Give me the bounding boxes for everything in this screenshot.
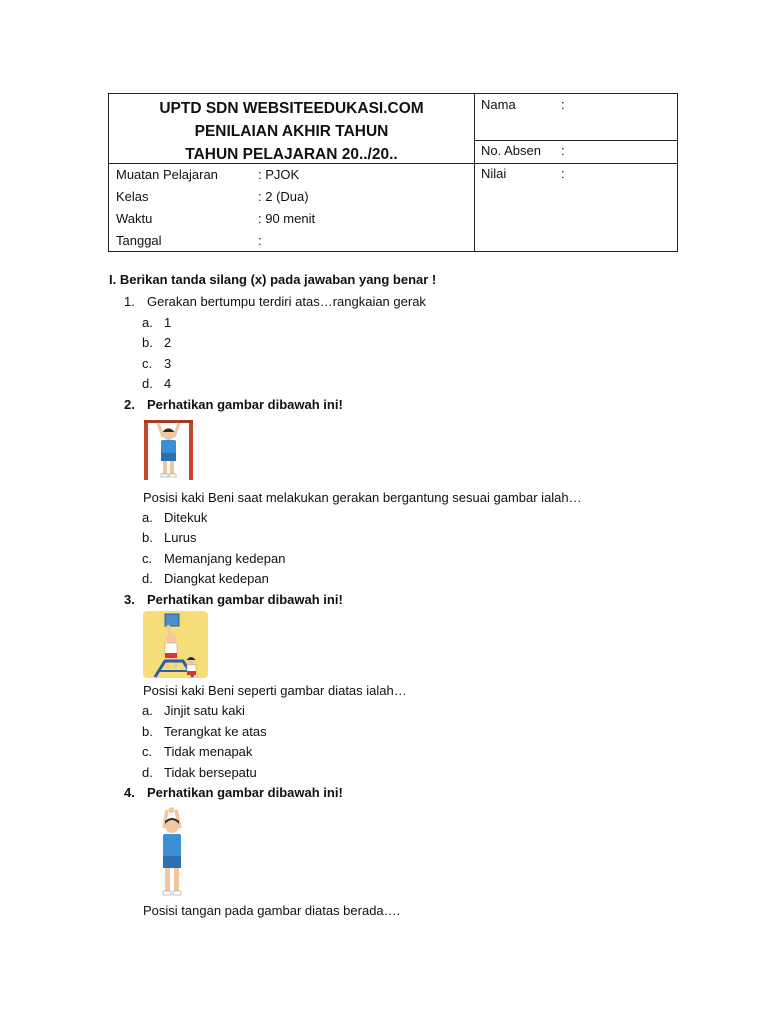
field-label: Kelas xyxy=(116,189,149,204)
section-title: I. Berikan tanda silang (x) pada jawaban yang benar ! xyxy=(109,272,437,287)
field-time xyxy=(116,208,315,230)
option-text: 4 xyxy=(164,376,172,391)
field-date xyxy=(116,230,262,252)
option-letter: c. xyxy=(142,356,153,371)
field-value: : xyxy=(561,143,565,158)
option-text: 3 xyxy=(164,356,172,371)
option-3b[interactable] xyxy=(142,722,267,742)
academic-year: TAHUN PELAJARAN 20../20.. xyxy=(185,146,398,163)
question-2 xyxy=(124,395,343,415)
school-heading xyxy=(109,97,474,166)
option-1d[interactable] xyxy=(142,374,171,394)
option-letter: d. xyxy=(142,765,153,780)
question-3-stem: Posisi kaki Beni seperti gambar diatas ialah… xyxy=(143,683,407,698)
option-letter: a. xyxy=(142,510,153,525)
option-3a[interactable] xyxy=(142,701,245,721)
option-letter: d. xyxy=(142,376,153,391)
field-label: Nilai xyxy=(481,166,507,181)
option-text: Jinjit satu kaki xyxy=(164,703,245,718)
option-letter: a. xyxy=(142,703,153,718)
question-4 xyxy=(124,783,343,803)
option-1c[interactable] xyxy=(142,354,171,374)
question-3 xyxy=(124,590,343,610)
option-text: Tidak bersepatu xyxy=(164,765,257,780)
option-letter: c. xyxy=(142,551,153,566)
option-letter: b. xyxy=(142,530,153,545)
option-text: Lurus xyxy=(164,530,197,545)
option-letter: b. xyxy=(142,335,153,350)
header-table xyxy=(108,93,678,252)
question-text: Gerakan bertumpu terdiri atas…rangkaian gerak xyxy=(147,294,426,309)
field-value: : xyxy=(258,233,262,248)
option-text: Ditekuk xyxy=(164,510,208,525)
option-letter: d. xyxy=(142,571,153,586)
option-1b[interactable] xyxy=(142,333,171,353)
question-number: 1. xyxy=(124,294,135,309)
question-text: Perhatikan gambar dibawah ini! xyxy=(147,785,343,800)
field-score xyxy=(481,164,565,184)
field-value: : PJOK xyxy=(258,167,300,182)
question-number: 3. xyxy=(124,592,135,607)
table-divider-vertical xyxy=(474,94,475,251)
field-value: : 2 (Dua) xyxy=(258,189,309,204)
field-label: Muatan Pelajaran xyxy=(116,167,218,182)
field-value: : 90 menit xyxy=(258,211,316,226)
field-value: : xyxy=(561,97,565,112)
field-label: Tanggal xyxy=(116,233,162,248)
field-subject xyxy=(116,164,299,186)
option-letter: a. xyxy=(142,315,153,330)
option-text: Memanjang kedepan xyxy=(164,551,286,566)
arms-up-boy-illustration xyxy=(152,806,192,898)
option-3d[interactable] xyxy=(142,763,257,783)
option-2b[interactable] xyxy=(142,528,197,548)
option-letter: b. xyxy=(142,724,153,739)
question-4-stem: Posisi tangan pada gambar diatas berada…. xyxy=(143,903,401,918)
option-text: 1 xyxy=(164,315,172,330)
field-class xyxy=(116,186,309,208)
option-3c[interactable] xyxy=(142,742,252,762)
question-number: 4. xyxy=(124,785,135,800)
field-name xyxy=(481,95,565,115)
field-attendance-number xyxy=(481,141,565,161)
school-name: UPTD SDN WEBSITEEDUKASI.COM xyxy=(159,100,424,117)
question-1 xyxy=(124,292,426,312)
option-2a[interactable] xyxy=(142,508,207,528)
option-text: Tidak menapak xyxy=(164,744,253,759)
question-2-stem: Posisi kaki Beni saat melakukan gerakan bergantung sesuai gambar ialah… xyxy=(143,490,582,505)
hanging-boy-illustration xyxy=(142,418,196,481)
option-text: 2 xyxy=(164,335,172,350)
option-text: Terangkat ke atas xyxy=(164,724,267,739)
question-text: Perhatikan gambar dibawah ini! xyxy=(147,397,343,412)
question-text: Perhatikan gambar dibawah ini! xyxy=(147,592,343,607)
option-2c[interactable] xyxy=(142,549,285,569)
field-value: : xyxy=(561,166,565,181)
climbing-boy-illustration xyxy=(143,611,208,678)
question-number: 2. xyxy=(124,397,135,412)
option-1a[interactable] xyxy=(142,313,171,333)
field-label: No. Absen xyxy=(481,143,541,158)
option-2d[interactable] xyxy=(142,569,269,589)
field-label: Waktu xyxy=(116,211,153,226)
option-text: Diangkat kedepan xyxy=(164,571,269,586)
exam-title: PENILAIAN AKHIR TAHUN xyxy=(194,123,389,140)
field-label: Nama xyxy=(481,97,516,112)
option-letter: c. xyxy=(142,744,153,759)
